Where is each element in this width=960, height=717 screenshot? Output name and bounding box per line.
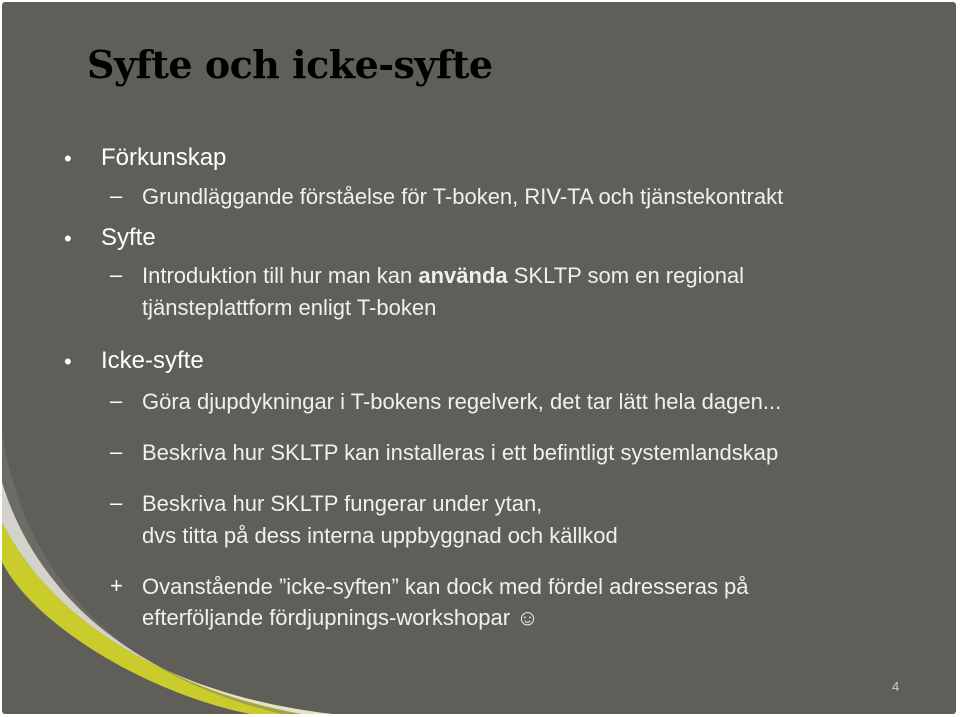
section-heading-icke-syfte: Icke-syfte (101, 347, 204, 374)
plus-marker: + (110, 573, 123, 598)
list-item: Ovanstående ”icke-syften” kan dock med fördel adresseras på (142, 574, 749, 599)
dash-marker: – (110, 183, 123, 208)
bullet-marker: • (64, 226, 72, 251)
list-item (142, 263, 744, 289)
dash-marker: – (110, 490, 123, 515)
bullet-marker: • (64, 146, 72, 171)
list-item: Beskriva hur SKLTP kan installeras i ett befintligt systemlandskap (142, 440, 779, 465)
dash-marker: – (110, 388, 123, 413)
slide-title: Syfte och icke-syfte (87, 42, 493, 87)
list-item-continuation: efterföljande fördjupnings-workshopar ☺ (142, 605, 539, 630)
list-item-text: Introduktion till hur man kan (142, 263, 419, 288)
page-number: 4 (892, 679, 900, 694)
list-item: Grundläggande förståelse för T-boken, RIV-TA och tjänstekontrakt (142, 184, 784, 209)
list-item: Göra djupdykningar i T-bokens regelverk, det tar lätt hela dagen... (142, 389, 782, 414)
section-heading-forkunskap: Förkunskap (101, 144, 227, 171)
dash-marker: – (110, 439, 123, 464)
dash-marker: – (110, 262, 123, 287)
bullet-marker: • (64, 349, 72, 374)
section-heading-syfte: Syfte (101, 224, 156, 251)
slide-background (2, 2, 956, 714)
list-item-continuation: tjänsteplattform enligt T-boken (142, 295, 437, 320)
emphasis-text: använda (418, 263, 508, 288)
list-item: Beskriva hur SKLTP fungerar under ytan, (142, 491, 543, 516)
list-item-continuation: dvs titta på dess interna uppbyggnad och källkod (142, 523, 618, 548)
list-item-text: SKLTP som en regional (507, 263, 745, 288)
